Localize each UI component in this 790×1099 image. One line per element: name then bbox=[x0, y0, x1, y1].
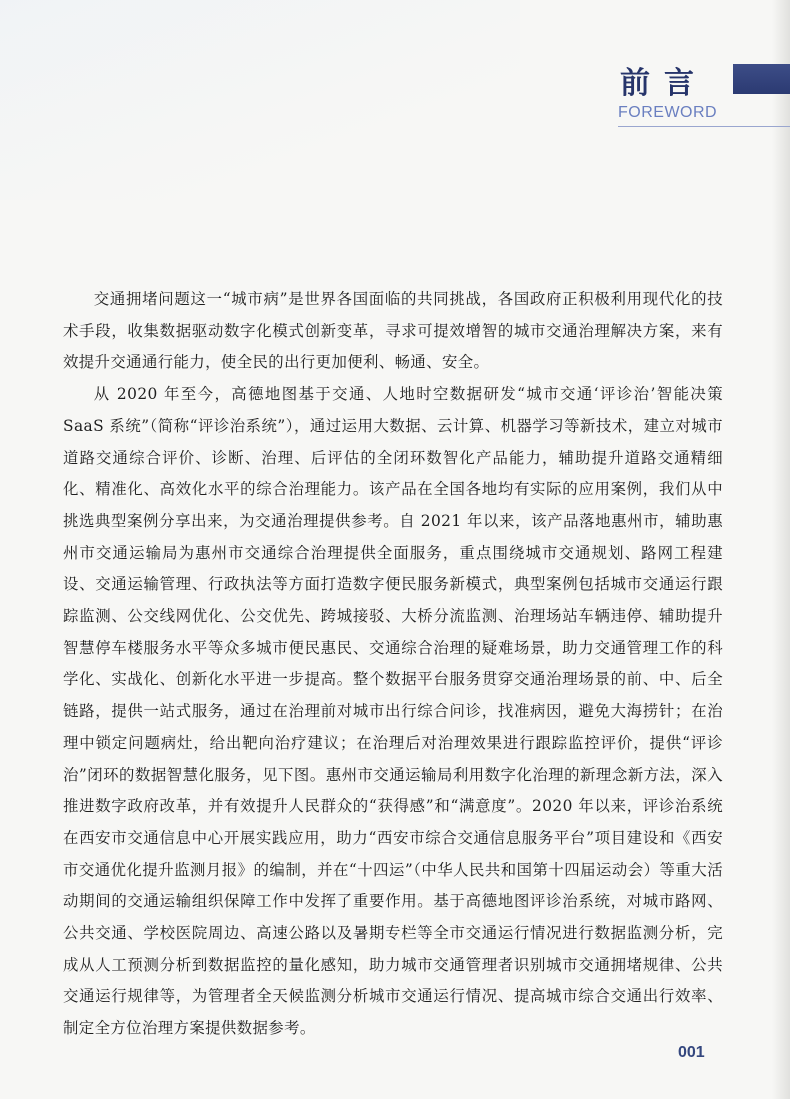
page-number: 001 bbox=[678, 1044, 705, 1061]
page-edge-shadow bbox=[772, 0, 790, 1099]
paper-sheen bbox=[0, 0, 520, 200]
paragraph-2: 从 2020 年至今，高德地图基于交通、人地时空数据研发“城市交通‘评诊治’智能决策SaaS 系统”（简称“评诊治系统”），通过运用大数据、云计算、机器学习等新技术，建立对城市道路交通综合评价、诊断、治理、后评估的全闭环数智化产品能力，辅助提升道路交通精细化、精准化、高效化水平的综合治理能力。该产品在全国各地均有实际的应用案例，我们从中挑选典型案例分享出来，为交通治理提供参考。自 2021 年以来，该产品落地惠州市，辅助惠州市交通运输局为惠州市交通综合治理提供全面服务，重点围绕城市交通规划、路网工程建设、交通运输管理、行政执法等方面打造数字便民服务新模式，典型案例包括城市交通运行跟踪监测、公交线网优化、公交优先、跨城接驳、大桥分流监测、治理场站车辆违停、辅助提升智慧停车楼服务水平等众多城市便民惠民、交通综合治理的疑难场景，助力交通管理工作的科学化、实战化、创新化水平进一步提高。整个数据平台服务贯穿交通治理场景的前、中、后全链路，提供一站式服务，通过在治理前对城市出行综合问诊，找准病因，避免大海捞针；在治理中锁定问题病灶，给出靶向治疗建议；在治理后对治理效果进行跟踪监控评价，提供“评诊治”闭环的数据智慧化服务，见下图。惠州市交通运输局利用数字化治理的新理念新方法，深入推进数字政府改革，并有效提升人民群众的“获得感”和“满意度”。2020 年以来，评诊治系统在西安市交通信息中心开展实践应用，助力“西安市综合交通信息服务平台”项目建设和《西安市交通优化提升监测月报》的编制，并在“十四运”（中华人民共和国第十四届运动会）等重大活动期间的交通运输组织保障工作中发挥了重要作用。基于高德地图评诊治系统，对城市路网、公共交通、学校医院周边、高速公路以及暑期专栏等全市交通运行情况进行数据监测分析，完成从人工预测分析到数据监控的量化感知，助力城市交通管理者识别城市交通拥堵规律、公共交通运行规律等，为管理者全天候监测分析城市交通运行情况、提高城市综合交通出行效率、制定全方位治理方案提供数据参考。 bbox=[63, 385, 723, 1038]
page-title: 前言 bbox=[620, 66, 708, 101]
subtitle-divider bbox=[618, 126, 790, 127]
header-accent-bar bbox=[733, 64, 790, 94]
page-subtitle: FOREWORD bbox=[618, 104, 718, 121]
paragraph-1: 交通拥堵问题这一“城市病”是世界各国面临的共同挑战，各国政府正积极利用现代化的技术手段，收集数据驱动数字化模式创新变革，寻求可提效增智的城市交通治理解决方案，来有效提升交通通行能力，使全民的出行更加便利、畅通、安全。 bbox=[63, 290, 723, 372]
body-text bbox=[63, 284, 723, 1045]
